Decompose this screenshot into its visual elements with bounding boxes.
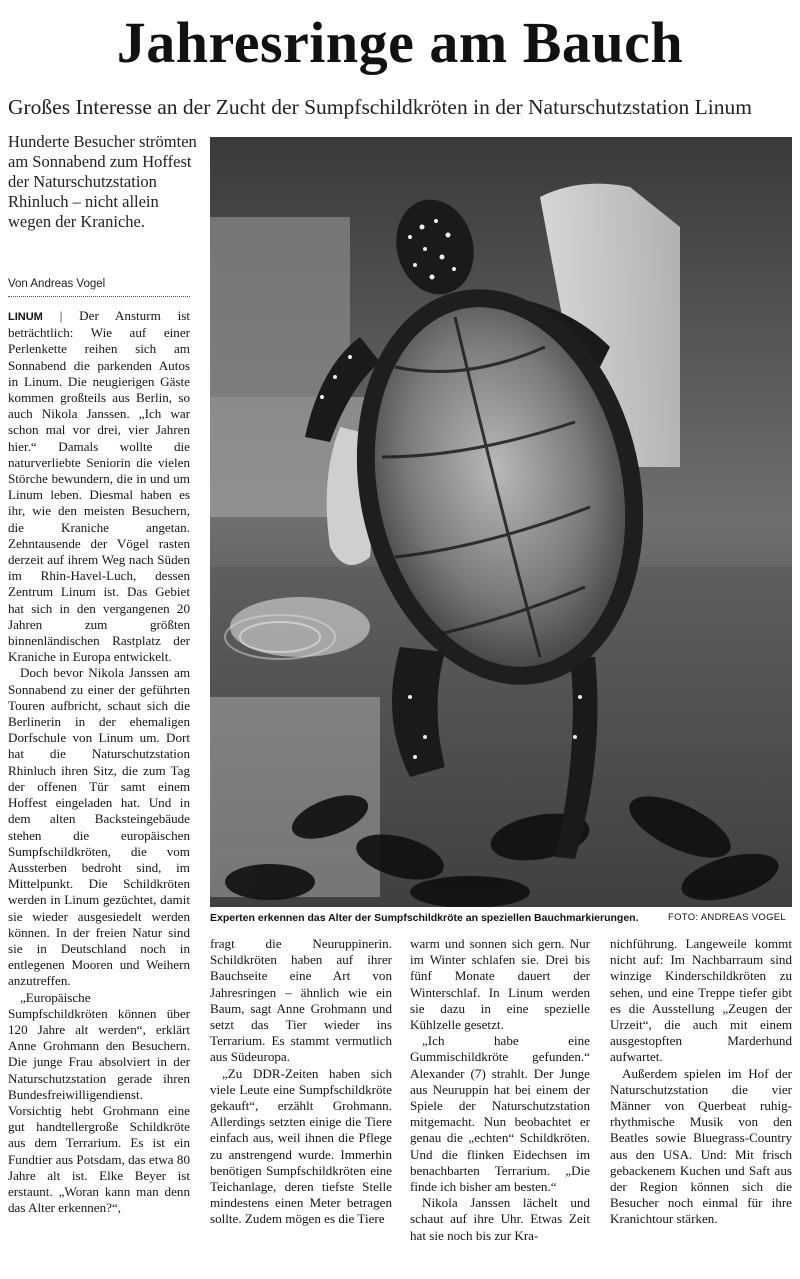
paragraph: Nikola Janssen lächelt und schaut auf ihre Uhr. Etwas Zeit hat sie noch bis zur Kra-	[410, 1195, 590, 1243]
photo-caption	[210, 910, 792, 928]
turtle-photo-icon	[210, 137, 792, 907]
headline: Jahresringe am Bauch	[116, 10, 684, 75]
article-column-1	[8, 308, 190, 1216]
paragraph: „Europäische Sumpfschildkröten können über 120 Jahre alt werden“, erklärt Anne Grohmann den Besuchern. Die junge Frau absolviert in der Naturschutzstation gerade ihren Bundesfreiwilligendienst. Vorsichtig hebt Grohmann eine gut handtellergroße Schildkröte aus dem Terrarium. Es ist ein Fundtier aus Potsdam, das etwa 80 Jahre alt ist. Elke Beyer ist erstaunt. „Woran kann man denn das Alter erkennen?“,	[8, 989, 190, 1216]
turtle-photo	[210, 137, 792, 907]
article-column-3	[410, 936, 590, 1244]
paragraph: warm und sonnen sich gern. Nur im Winter schlafen sie. Drei bis fünf Monate dauert der Winterschlaf. In Linum werden sie dazu in eine spezielle Kühlzelle gesetzt.	[410, 936, 590, 1033]
subheadline: Großes Interesse an der Zucht der Sumpfschildkröten in der Naturschutzstation Linum	[8, 95, 752, 119]
paragraph: nichführung. Langeweile kommt nicht auf: Im Nachbarraum sind winzige Kinderschildkröten zu sehen, und eine Treppe tiefer gibt es die Ausstellung „Zeugen der Urzeit“, die auch mit einem ausgestopften Marderhund aufwartet.	[610, 936, 792, 1065]
caption-text: Experten erkennen das Alter der Sumpfschildkröte an speziellen Bauchmarkierungen.	[210, 912, 639, 924]
teaser: Hunderte Besucher strömten am Sonnabend zum Hoffest der Naturschutzstation Rhinluch – nicht allein wegen der Kraniche.	[8, 132, 197, 231]
paragraph: Doch bevor Nikola Janssen am Sonnabend zu einer der geführten Touren aufbricht, schaut sich die Berlinerin in der ehemaligen Dorfschule von Linum um. Dort hat die Naturschutzstation Rhinluch ihren Sitz, die zum Tag der offenen Tür samt einem Hoffest eingeladen hat. Und in dem alten Backsteingebäude stehen die europäischen Sumpfschildkröten, die vom Aussterben bedroht sind, im Mittelpunkt. Die Schildkröten werden in Linum gezüchtet, damit sie wieder ausgesiedelt werden können. In der freien Natur sind sie in Deutschland noch in entlegenen Mooren und Weihern anzutreffen.	[8, 665, 190, 989]
byline: Von Andreas Vogel	[8, 276, 190, 297]
paragraph: „Zu DDR-Zeiten haben sich viele Leute eine Sumpfschildkröte gekauft“, erzählt Grohmann. Allerdings setzten einige die Tiere einfach aus, weil ihnen die Pflege zu anstrengend wurde. Immerhin benötigen Sumpfschildkröten eine Teichanlage, deren tiefste Stelle mindestens einen Meter betragen sollte. Zudem mögen es die Tiere	[210, 1065, 392, 1227]
photo-credit: FOTO: ANDREAS VOGEL	[668, 912, 786, 923]
article-column-2	[210, 936, 392, 1228]
paragraph-text: Der Ansturm ist beträchtlich: Wie auf einer Perlenkette reihen sich am Sonnabend die parkenden Autos in Linum. Die neugierigen Gäste kommen großteils aus Berlin, so auch Nikola Janssen. „Ich war schon mal vor drei, vier Jahren hier.“ Damals wollte die naturverliebte Seniorin die vielen Störche bewundern, die in und um Linum leben. Diesmal haben es ihr, wie den meisten Besuchern, die Kraniche angetan. Zehntausende der Vögel rasten derzeit auf ihrem Weg nach Süden im Rhin-Havel-Luch, dessen Zentrum Linum ist. Das Gebiet hat sich in den vergangenen 20 Jahren zum größten binnenländischen Rastplatz der Kraniche in Europa entwickelt.	[8, 308, 190, 665]
dateline: LINUM	[8, 311, 43, 323]
paragraph: fragt die Neuruppinerin. Schildkröten haben auf ihrer Bauchseite eine Art von Jahresringen – ähnlich wie ein Baum, sagt Anne Grohmann und setzt das Tier wieder ins Terrarium. Es stammt vermutlich aus Südeuropa.	[210, 936, 392, 1065]
paragraph: „Ich habe eine Gummischildkröte gefunden.“ Alexander (7) strahlt. Der Junge aus Neuruppin hat bei einem der Spiele der Naturschutzstation mitgemacht. Nun beobachtet er genau die „echten“ Schildkröten. Und die flinken Eidechsen im benachbarten Terrarium. „Die finde ich bisher am besten.“	[410, 1033, 590, 1195]
article-column-4	[610, 936, 792, 1228]
paragraph: Außerdem spielen im Hof der Naturschutzstation die vier Männer von Querbeat ruhig-rhythmische Musik von den Beatles sowie Bluegrass-Country aus den USA. Und: Mit frisch gebackenem Kuchen und Saft aus der Region können sich die Besucher noch einmal für ihre Kranichtour stärken.	[610, 1065, 792, 1227]
paragraph: LINUM | Der Ansturm ist beträchtlich: Wie auf einer Perlenkette reihen sich am Sonnabend die parkenden Autos in Linum. Die neugierigen Gäste kommen großteils aus Berlin, so auch Nikola Janssen. „Ich war schon mal vor drei, vier Jahren hier.“ Damals wollte die naturverliebte Seniorin die vielen Störche bewundern, die in und um Linum leben. Diesmal haben es ihr, wie den meisten Besuchern, die Kraniche angetan. Zehntausende der Vögel rasten derzeit auf ihrem Weg nach Süden im Rhin-Havel-Luch, dessen Zentrum Linum ist. Das Gebiet hat sich in den vergangenen 20 Jahren zum größten binnenländischen Rastplatz der Kraniche in Europa entwickelt.	[8, 308, 190, 665]
